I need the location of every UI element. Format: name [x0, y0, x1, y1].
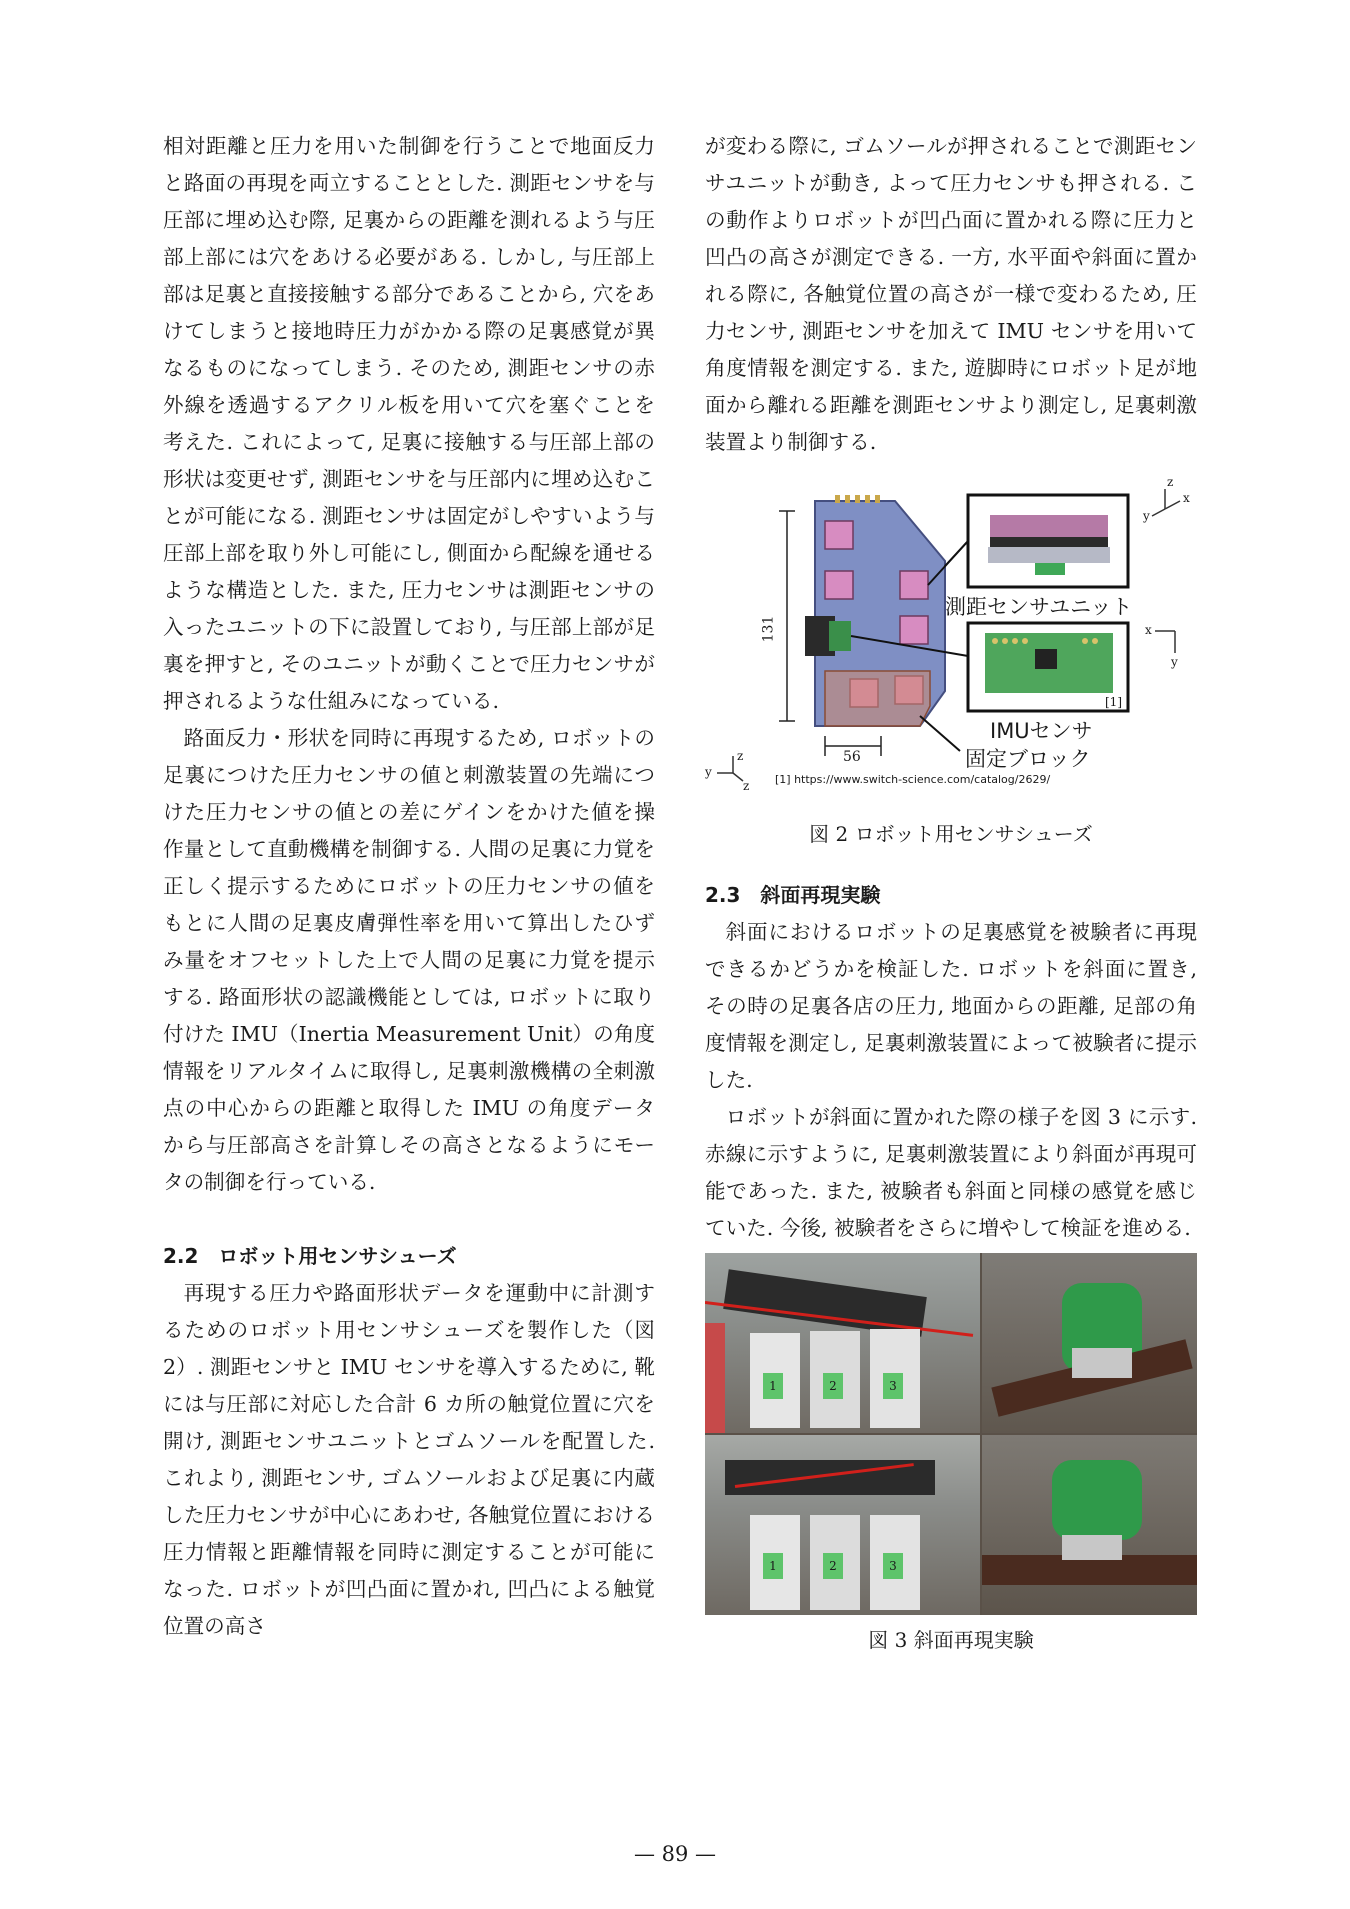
body-paragraph: 相対距離と圧力を用いた制御を行うことで地面反力と路面の再現を両立することとした. 測距センサを与圧部に埋め込む際, 足裏からの距離を測れるよう与圧部上部には穴をあける必要がある. しかし, 与圧部上部は足裏と直接接触する部分であることから, 穴をあけてしまうと接地時圧力がかかる際の足裏感覚が異なるものになってしまう. そのため, 測距センサの赤外線を透過するアクリル板を用いて穴を塞ぐことを考えた. これによって, 足裏に接触する与圧部上部の形状は変更せず, 測距センサを与圧部内に埋め込むことが可能になる. 測距センサは固定がしやすいよう与圧部上部を取り外し可能にし, 側面から配線を通せるような構造とした. また, 圧力センサは測距センサの入ったユニットの下に設置しており, 与圧部上部が足裏を押すと, そのユニットが動くことで圧力センサが押されるような仕組みになっている.	[163, 134, 655, 713]
tag-label: 2	[823, 1553, 843, 1579]
body-paragraph: 斜面におけるロボットの足裏感覚を被験者に再現できるかどうかを検証した. ロボットを斜面に置き, その時の足裏各店の圧力, 地面からの距離, 足部の角度情報を測定し, 足裏刺激装置によって被験者に提示した.	[705, 920, 1197, 1092]
right-column	[705, 128, 1197, 1663]
dim-width: 56	[843, 749, 861, 765]
dim-height: 131	[760, 615, 777, 643]
section-heading: 2.3 斜面再現実験	[705, 883, 881, 907]
photo-panel-top-left	[705, 1253, 980, 1433]
photo-panel-top-right	[982, 1253, 1197, 1433]
source-url: [1] https://www.switch-science.com/catalog/2629/	[775, 773, 1051, 786]
tag-label: 3	[883, 1373, 903, 1399]
tag-label: 3	[883, 1553, 903, 1579]
tag-label: 1	[763, 1373, 783, 1399]
axis-x-label: x	[1183, 491, 1190, 505]
body-paragraph: 再現する圧力や路面形状データを運動中に計測するためのロボット用センサシューズを製作した（図 2）. 測距センサと IMU センサを導入するために, 靴には与圧部に対応した合計 6 カ所の触覚位置に穴を開け, 測距センサユニットとゴムソールを配置した. これより, 測距センサ, ゴムソールおよび足裏に内蔵した圧力センサが中心にあわせ, 各触覚位置における圧力情報と距離情報を同時に測定することが可能になった. ロボットが凹凸面に置かれ, 凹凸による触覚位置の高さ	[163, 1281, 655, 1638]
body-paragraph: が変わる際に, ゴムソールが押されることで測距センサユニットが動き, よって圧力センサも押される. この動作よりロボットが凹凸面に置かれる際に圧力と凹凸の高さが測定できる. 一方, 水平面や斜面に置かれる際に, 各触覚位置の高さが一様で変わるため, 圧力センサ, 測距センサを加えて IMU センサを用いて角度情報を測定する. また, 遊脚時にロボット足が地面から離れる距離を測距センサより測定し, 足裏刺激装置より制御する.	[705, 134, 1197, 454]
page-number: — 89 —	[633, 1842, 717, 1866]
figure-3	[705, 1253, 1197, 1663]
tag-label: 1	[763, 1553, 783, 1579]
axis-x-label: x	[1145, 623, 1152, 637]
unit-label: 測距センサユニット	[945, 595, 1133, 619]
sensor-shoe-diagram	[705, 481, 1197, 801]
body-paragraph: ロボットが斜面に置かれた際の様子を図 3 に示す. 赤線に示すように, 足裏刺激装置により斜面が再現可能であった. また, 被験者も斜面と同様の感覚を感じていた. 今後, 被験者をさらに増やして検証を進める.	[705, 1105, 1197, 1240]
figure-2	[705, 475, 1197, 861]
axis-y-label: y	[705, 765, 712, 779]
ref-marker: [1]	[1105, 695, 1122, 709]
axis-z-label: z	[737, 749, 744, 763]
figure-caption: 図 2 ロボット用センサシューズ	[809, 822, 1093, 846]
section-heading: 2.2 ロボット用センサシューズ	[163, 1244, 457, 1268]
left-column	[163, 128, 655, 1645]
axis-z-label: z	[1167, 475, 1174, 489]
figure-caption: 図 3 斜面再現実験	[868, 1628, 1034, 1652]
axis-y-label: y	[1171, 655, 1178, 669]
body-paragraph: 路面反力・形状を同時に再現するため, ロボットの足裏につけた圧力センサの値と刺激装置の先端につけた圧力センサの値との差にゲインをかけた値を操作量として直動機構を制御する. 人間の足裏に力覚を正しく提示するためにロボットの圧力センサの値をもとに人間の足裏皮膚弾性率を用いて算出したひずみ量をオフセットした上で人間の足裏に力覚を提示する. 路面形状の認識機能としては, ロボットに取り付けた IMU（Inertia Measurement Unit）の角度情報をリアルタイムに取得し, 足裏刺激機構の全刺激点の中心からの距離と取得した IMU の角度データから与圧部高さを計算しその高さとなるようにモータの制御を行っている.	[163, 726, 655, 1194]
imu-label: IMUセンサ	[990, 719, 1093, 743]
block-label: 固定ブロック	[965, 747, 1091, 771]
photo-panel-bottom-right	[982, 1435, 1197, 1615]
experiment-photo	[705, 1253, 1197, 1615]
axis-y-label: y	[1143, 509, 1150, 523]
axis-z-label: z	[743, 779, 750, 793]
tag-label: 2	[823, 1373, 843, 1399]
photo-panel-bottom-left	[705, 1435, 980, 1615]
